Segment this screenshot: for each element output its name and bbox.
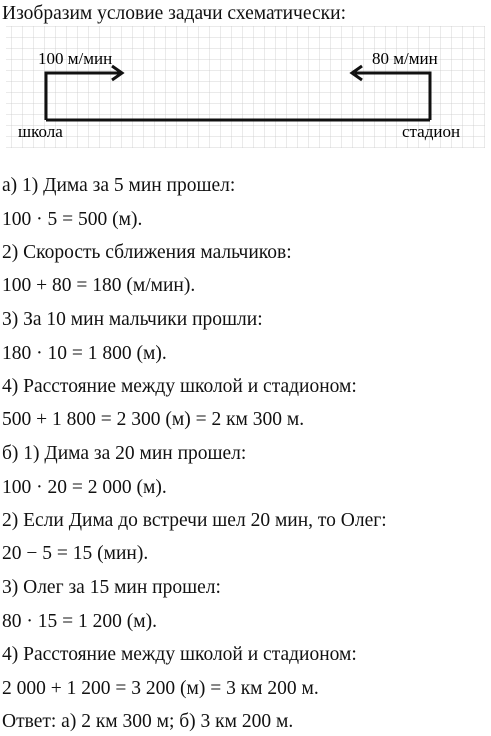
solution-line: 4) Расстояние между школой и стадионом:: [2, 644, 357, 665]
solution-line: 20 − 5 = 15 (мин).: [2, 543, 149, 564]
solution-line: б) 1) Дима за 20 мин прошел:: [2, 443, 247, 464]
school-label: школа: [18, 122, 63, 141]
solution-line: 80 · 15 = 1 200 (м).: [2, 611, 157, 632]
solution-line: 2) Если Дима до встречи шел 20 мин, то Олег:: [2, 510, 387, 531]
solution-line: 100 · 5 = 500 (м).: [2, 209, 143, 230]
solution-line: а) 1) Дима за 5 мин прошел:: [2, 175, 236, 196]
heading: Изобразим условие задачи схематически:: [2, 3, 346, 24]
solution-line: 100 + 80 = 180 (м/мин).: [2, 275, 196, 296]
solution-line: 100 · 20 = 2 000 (м).: [2, 477, 167, 498]
speed-right-label: 80 м/мин: [372, 49, 438, 68]
solution-line: 500 + 1 800 = 2 300 (м) = 2 км 300 м.: [2, 409, 305, 430]
stadium-label: стадион: [402, 122, 461, 141]
solution-line: 4) Расстояние между школой и стадионом:: [2, 376, 357, 397]
speed-left-label: 100 м/мин: [38, 49, 113, 68]
solution-line: 3) Олег за 15 мин прошел:: [2, 577, 221, 598]
solution-line: 180 · 10 = 1 800 (м).: [2, 343, 167, 364]
scheme-diagram: [0, 26, 491, 150]
solution-line: 2 000 + 1 200 = 3 200 (м) = 3 км 200 м.: [2, 678, 319, 699]
answer-line: Ответ: а) 2 км 300 м; б) 3 км 200 м.: [2, 711, 294, 732]
solution-line: 3) За 10 мин мальчики прошли:: [2, 309, 263, 330]
solution-line: 2) Скорость сближения мальчиков:: [2, 242, 292, 263]
